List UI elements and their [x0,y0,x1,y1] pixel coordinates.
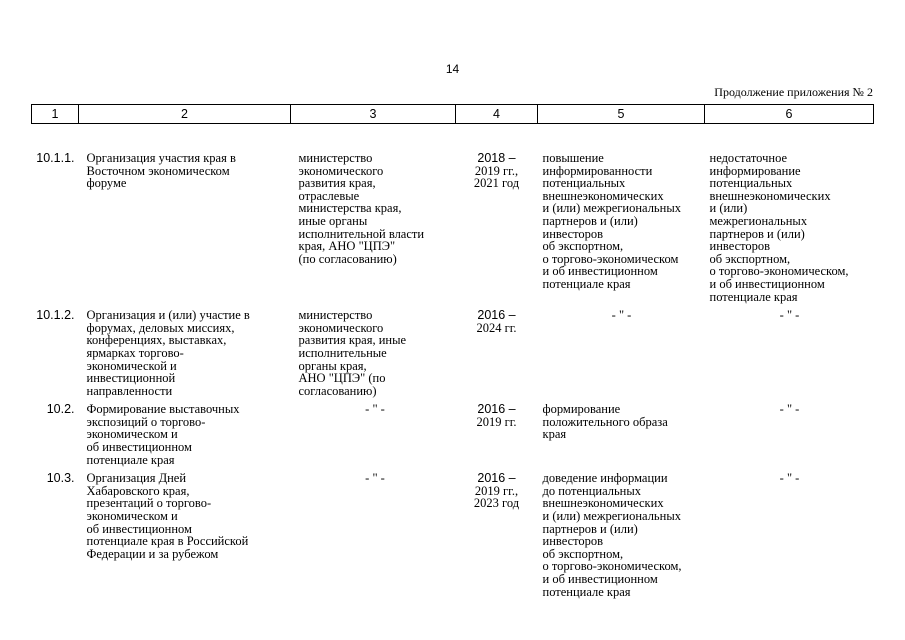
text-line: исполнительные [298,345,387,360]
text-line: внешнеэкономических [709,188,831,203]
table-row [32,124,874,310]
text-line: об инвестиционном [86,440,192,455]
expected-result [538,309,705,403]
text-line: экономической и [86,358,177,373]
text-line: внешнеэкономических [542,188,664,203]
item-number: 10.3. [46,471,75,486]
text-line: информирование [709,163,801,178]
column-header-4: 4 [456,105,538,124]
text-line: экономического [298,163,384,178]
text-line: межрегиональных [709,213,808,228]
text-line: развития края, иные [298,333,407,348]
text-line: и об инвестиционном [542,572,658,586]
text-line: 2016 – [477,471,516,486]
column-header-1: 1 [32,105,79,124]
text-line: 2016 – [477,402,516,417]
text-line: и (или) [709,201,748,216]
non-implementation-consequences [705,403,874,472]
text-line: 2019 гг. [476,414,517,429]
table-row [32,309,874,403]
text-line: форуме [86,176,127,191]
text-line: потенциале края [709,289,798,304]
text-line: 2021 год [473,176,520,191]
text-line: 2016 – [477,308,516,323]
non-implementation-consequences [705,309,874,403]
item-number: 10.1.2. [36,308,75,323]
text-line: министерство [298,151,373,165]
text-line: информированности [542,163,653,178]
text-line: края, АНО "ЦПЭ" [298,239,396,254]
measure-name [79,472,291,604]
text-line: об инвестиционном [86,521,192,536]
text-line: 2019 гг., [474,163,519,178]
text-line: АНО "ЦПЭ" (по [298,371,386,386]
page-number: 14 [445,62,460,76]
implementation-period [456,403,538,472]
appendix-continuation-note: Продолжение приложения № 2 [714,85,873,99]
text-line: 2024 гг. [476,320,517,335]
text-line: партнеров и (или) [709,226,805,241]
text-line: Федерации и за рубежом [86,546,219,561]
text-line: инвестиционной [86,371,176,386]
measures-table [31,104,874,604]
ditto-mark: - " - [779,308,800,323]
text-line: 2018 – [477,151,516,165]
text-line: потенциале края в Российской [86,534,249,549]
text-line: конференциях, выставках, [86,333,227,348]
column-header-2: 2 [79,105,291,124]
text-line: Организация Дней [86,471,187,486]
text-line: внешнеэкономических [542,496,664,511]
text-line: о торгово-экономическом, [709,264,849,279]
text-line: экономического [298,320,384,335]
text-line: 2019 гг., [474,483,519,498]
text-line: экономическом и [86,509,178,524]
column-header-6: 6 [705,105,874,124]
implementation-period [456,124,538,310]
text-line: Хабаровского края, [86,483,190,498]
text-line: и об инвестиционном [709,276,825,291]
text-line: согласованию) [298,383,377,398]
measure-name [79,403,291,472]
text-line: об экспортном, [542,546,624,561]
text-line: ярмарках торгово- [86,345,184,360]
implementation-period [456,309,538,403]
text-line: Формирование выставочных [86,402,240,417]
text-line: потенциале края [542,584,631,599]
text-line: доведение информации [542,471,668,486]
ditto-mark: - " - [779,471,800,486]
text-line: и (или) межрегиональных [542,201,681,216]
table-row [32,403,874,472]
expected-result [538,472,705,604]
responsible-executor [291,472,456,604]
text-line: Организация и (или) участие в [86,308,250,323]
text-line: потенциале края [542,276,631,291]
responsible-executor [291,124,456,310]
text-line: и (или) межрегиональных [542,509,681,524]
text-line: о торгово-экономическом [542,251,679,266]
ditto-mark: - " - [365,402,385,417]
text-line: партнеров и (или) [542,213,638,228]
text-line: потенциальных [709,176,793,191]
text-line: исполнительной власти [298,226,425,241]
responsible-executor [291,403,456,472]
text-line: инвесторов [542,534,604,549]
text-line: развития края, [298,176,376,191]
text-line: иные органы [298,213,368,228]
text-line: министерства края, [298,201,402,216]
non-implementation-consequences [705,124,874,310]
responsible-executor [291,309,456,403]
table-row [32,472,874,604]
text-line: (по согласованию) [298,251,397,266]
ditto-mark: - " - [779,402,800,417]
item-number: 10.1.1. [36,151,75,165]
ditto-mark: - " - [611,308,632,323]
text-line: презентаций о торгово- [86,496,212,511]
text-line: потенциальных [542,176,626,191]
text-line: Восточном экономическом [86,163,230,178]
text-line: до потенциальных [542,483,642,498]
text-line: отраслевые [298,188,360,203]
expected-result [538,124,705,310]
text-line: органы края, [298,358,367,373]
column-header-5: 5 [538,105,705,124]
text-line: экспозиций о торгово- [86,414,206,429]
column-header-3: 3 [291,105,456,124]
text-line: партнеров и (или) [542,521,638,536]
implementation-period [456,472,538,604]
measure-name [79,309,291,403]
text-line: 2023 год [473,496,520,511]
item-number: 10.2. [46,402,75,417]
text-line: положительного образа [542,414,668,429]
measure-name [79,124,291,310]
text-line: Организация участия края в [86,151,236,165]
non-implementation-consequences [705,472,874,604]
text-line: направленности [86,383,173,398]
text-line: форумах, деловых миссиях, [86,320,235,335]
text-line: об экспортном, [542,239,624,254]
text-line: экономическом и [86,427,178,442]
text-line: потенциале края [86,452,175,467]
header-row [32,105,874,124]
text-line: инвесторов [542,226,604,241]
text-line: и об инвестиционном [542,264,658,279]
text-line: края [542,427,567,442]
text-line: об экспортном, [709,251,791,266]
text-line: формирование [542,402,621,417]
text-line: министерство [298,308,373,323]
ditto-mark: - " - [365,471,385,486]
text-line: инвесторов [709,239,771,254]
text-line: повышение [542,151,604,165]
text-line: о торгово-экономическом, [542,559,682,574]
text-line: недостаточное [709,151,788,165]
expected-result [538,403,705,472]
